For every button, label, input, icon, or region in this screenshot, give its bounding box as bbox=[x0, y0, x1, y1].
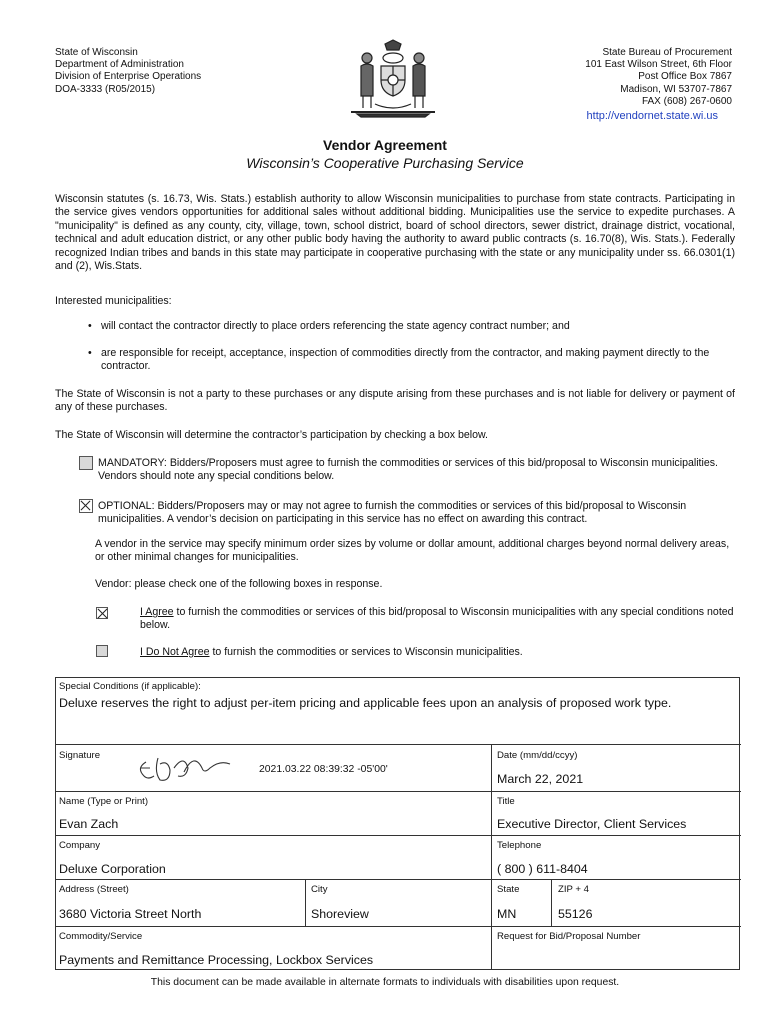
statutes-paragraph: Wisconsin statutes (s. 16.73, Wis. Stats.) establish authority to allow Wisconsin municipalities to purchase from state contracts. Participating in the service gives vendors opportunities for additional sales without additional bidding. Municipalities use the service to expedite purchases. A "municipality" is defined as any county, city, village, town, school district, board of school directors, sewer district, drainage district, vocational, technical and adult education district, or any other public body having the authority to award public contracts (s. 16.70(8), Wis. Stats.). Federally recognized Indian tribes and bands in this state may participate in cooperative purchasing with the state or any municipality under ss. 66.0301(1) and (2), Wis.Stats. bbox=[55, 193, 735, 273]
vendor-form-table bbox=[55, 677, 740, 970]
agree-label: I Agree bbox=[140, 606, 174, 618]
bullet-icon: • bbox=[88, 347, 92, 359]
bureau-line: 101 East Wilson Street, 6th Floor bbox=[585, 59, 732, 71]
telephone-label: Telephone bbox=[497, 840, 542, 851]
bureau-line: Post Office Box 7867 bbox=[638, 71, 732, 83]
mandatory-checkbox[interactable] bbox=[79, 456, 93, 470]
company-field[interactable]: Deluxe Corporation bbox=[59, 862, 166, 876]
bureau-block bbox=[585, 47, 732, 122]
company-label: Company bbox=[59, 840, 101, 851]
list-item bbox=[88, 347, 741, 374]
commodity-field[interactable]: Payments and Remittance Processing, Lockbox Services bbox=[59, 953, 374, 967]
signature-mark bbox=[134, 750, 244, 788]
zip-field[interactable]: 55126 bbox=[558, 907, 593, 921]
vendornet-link[interactable]: http://vendornet.state.wi.us bbox=[586, 110, 718, 123]
determination-paragraph: The State of Wisconsin will determine the contractor’s participation by checking a box below. bbox=[55, 429, 488, 441]
city-label: City bbox=[311, 884, 328, 895]
list-item bbox=[88, 320, 741, 333]
document-subtitle: Wisconsin’s Cooperative Purchasing Service bbox=[246, 155, 524, 171]
document-title: Vendor Agreement bbox=[323, 137, 447, 153]
disagree-option bbox=[140, 646, 740, 659]
signature-label: Signature bbox=[59, 750, 101, 761]
accessibility-footer: This document can be made available in alternate formats to individuals with disabilities upon request. bbox=[150, 977, 620, 988]
title-field[interactable]: Executive Director, Client Services bbox=[497, 817, 687, 831]
agency-block bbox=[55, 47, 201, 96]
city-field[interactable]: Shoreview bbox=[311, 907, 369, 921]
form-number: DOA-3333 (R05/2015) bbox=[55, 83, 156, 95]
zip-label: ZIP + 4 bbox=[558, 884, 590, 895]
date-label: Date (mm/dd/ccyy) bbox=[497, 750, 578, 761]
agency-line: Department of Administration bbox=[55, 59, 184, 71]
agree-text: to furnish the commodities or services of this bid/proposal to Wisconsin municipalities with any special conditions noted below. bbox=[140, 606, 734, 632]
date-field[interactable]: March 22, 2021 bbox=[497, 772, 584, 786]
liability-paragraph: The State of Wisconsin is not a party to these purchases or any dispute arising from these purchases and is not liable for delivery or payment of any of these purchases. bbox=[55, 388, 735, 414]
vendor-instruction: Vendor: please check one of the following boxes in response. bbox=[95, 578, 383, 590]
mandatory-option-text: MANDATORY: Bidders/Proposers must agree to furnish the commodities or services of this bid/proposal to Wisconsin municipalities. Vendors should note any special conditions below. bbox=[98, 457, 718, 483]
bureau-fax: FAX (608) 267-0600 bbox=[641, 95, 732, 107]
minimum-order-paragraph: A vendor in the service may specify minimum order sizes by volume or dollar amount, additional charges beyond normal delivery areas, or other minimal changes for municipalities. bbox=[95, 538, 730, 564]
disagree-label: I Do Not Agree bbox=[140, 646, 210, 658]
signature-timestamp: 2021.03.22 08:39:32 -05'00' bbox=[259, 764, 388, 775]
disagree-text: to furnish the commodities or services to Wisconsin municipalities. bbox=[209, 646, 523, 658]
state-seal-icon bbox=[345, 38, 441, 118]
title-label: Title bbox=[497, 796, 515, 807]
optional-option-text: OPTIONAL: Bidders/Proposers may or may not agree to furnish the commodities or services of this bid/proposal to Wisconsin municipalities. A vendor’s decision on participating in this service has no effect on awarding this contract. bbox=[98, 500, 687, 526]
bullet-icon: • bbox=[88, 320, 92, 332]
optional-checkbox[interactable] bbox=[79, 499, 93, 513]
agency-line: State of Wisconsin bbox=[55, 47, 138, 58]
agree-option bbox=[140, 606, 740, 633]
list-item-text: will contact the contractor directly to place orders referencing the state agency contract number; and bbox=[101, 320, 570, 332]
address-field[interactable]: 3680 Victoria Street North bbox=[59, 907, 202, 921]
name-label: Name (Type or Print) bbox=[59, 796, 149, 807]
disagree-checkbox[interactable] bbox=[96, 645, 108, 657]
agree-checkbox[interactable] bbox=[96, 607, 108, 619]
request-number-label: Request for Bid/Proposal Number bbox=[497, 931, 641, 942]
list-item-text: are responsible for receipt, acceptance, inspection of commodities directly from the contractor, and making payment directly to the contractor. bbox=[101, 347, 710, 373]
name-field[interactable]: Evan Zach bbox=[59, 817, 119, 831]
bureau-line: Madison, WI 53707-7867 bbox=[620, 83, 732, 95]
address-label: Address (Street) bbox=[59, 884, 129, 895]
special-conditions-field[interactable]: Deluxe reserves the right to adjust per-item pricing and applicable fees upon an analysis of proposed work type. bbox=[59, 696, 672, 710]
bureau-line: State Bureau of Procurement bbox=[602, 47, 732, 58]
agency-line: Division of Enterprise Operations bbox=[55, 71, 202, 83]
state-field[interactable]: MN bbox=[497, 907, 517, 921]
commodity-label: Commodity/Service bbox=[59, 931, 143, 942]
telephone-field[interactable]: ( 800 ) 611-8404 bbox=[497, 862, 588, 876]
interested-heading: Interested municipalities: bbox=[55, 295, 172, 307]
state-label: State bbox=[497, 884, 520, 895]
special-conditions-label: Special Conditions (if applicable): bbox=[59, 681, 201, 692]
